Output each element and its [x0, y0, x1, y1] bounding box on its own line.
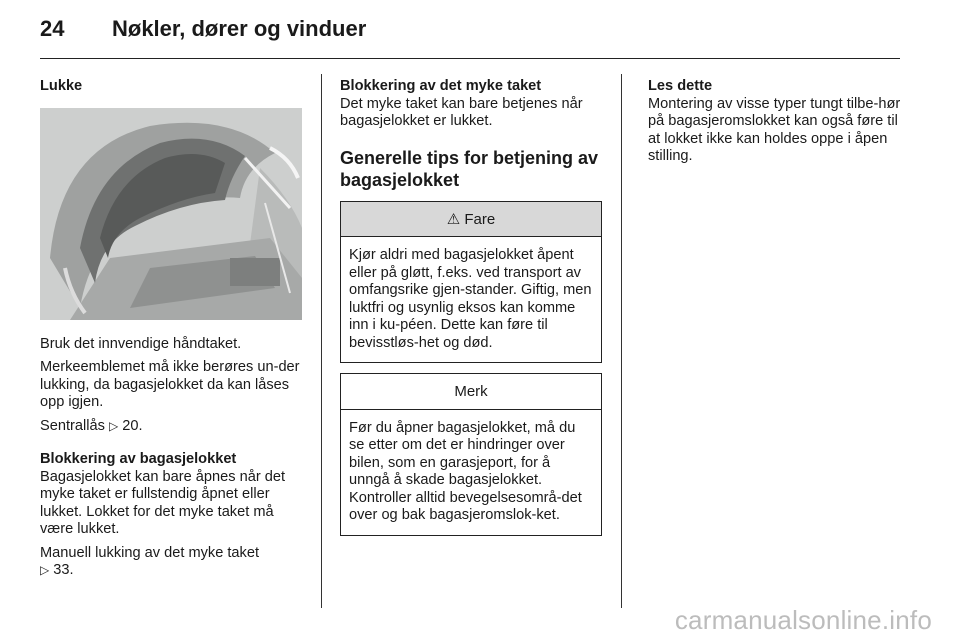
column-divider [621, 74, 622, 608]
watermark: carmanualsonline.info [674, 605, 932, 635]
warning-box [340, 201, 602, 364]
warning-title: Fare [464, 210, 496, 228]
paragraph: Bruk det innvendige håndtaket. [40, 335, 242, 352]
column-2 [340, 78, 602, 536]
sub-heading: Blokkering av det myke taket [340, 78, 542, 94]
cross-reference [40, 562, 306, 580]
arrow-right-icon: ▷ [40, 563, 50, 577]
section-heading: Generelle tips for betjening av bagasjelokket [340, 147, 599, 190]
warning-body: Kjør aldri med bagasjelokket åpent eller på gløtt, f.eks. ved transport av omfangsrike gjen-stander. Giftig, men luktfri og usynlig eksos kan komme inn i ku-péen. Dette kan føre til bevisstløs-het og død. [349, 247, 592, 351]
paragraph: Bagasjelokket kan bare åpnes når det myke taket er fullstendig åpnet eller lukket. Lokket for det myke taket må være lukket. [40, 468, 286, 537]
arrow-right-icon: ▷ [108, 418, 119, 433]
reference-label: Sentrallås [40, 417, 105, 434]
reference-page[interactable]: 33. [53, 562, 74, 578]
warning-header [341, 202, 601, 238]
paragraph: Montering av visse typer tungt tilbe-hør på bagasjeromslokket kan også føre til at lokket ikke kan holdes oppe i åpen stilling. [648, 95, 901, 164]
note-box [340, 373, 602, 536]
header-rule [40, 58, 900, 59]
note-body: Før du åpner bagasjelokket, må du se etter om det er hindringer over bilen, som en garasjeport, for å unngå å skade bagasjelokket. Kontroller alltid bevegelsesområ-det over og bak bagasjeromslok-ket. [349, 419, 582, 523]
chapter-title: Nøkler, dører og vinduer [112, 16, 367, 41]
paragraph: Merkeemblemet må ikke berøres un-der lukking, da bagasjelokket da kan låses opp igjen. [40, 359, 300, 410]
reference-page[interactable]: 20. [122, 417, 143, 434]
sub-heading: Blokkering av bagasjelokket [40, 451, 237, 467]
column-1 [40, 78, 306, 580]
trunk-lid-drawing [40, 108, 302, 320]
trunk-lid-illustration [40, 108, 302, 320]
column-divider [321, 74, 322, 608]
page-number: 24 [40, 16, 65, 41]
section-heading: Lukke [40, 78, 83, 94]
sub-heading: Les dette [648, 78, 713, 94]
warning-triangle-icon: ⚠ [446, 210, 461, 228]
paragraph: Manuell lukking av det myke taket [40, 544, 260, 561]
column-3 [648, 78, 910, 166]
page-header [40, 16, 366, 46]
note-title: Merk [341, 374, 601, 410]
cross-reference [40, 418, 306, 436]
paragraph: Det myke taket kan bare betjenes når bagasjelokket er lukket. [340, 95, 583, 129]
